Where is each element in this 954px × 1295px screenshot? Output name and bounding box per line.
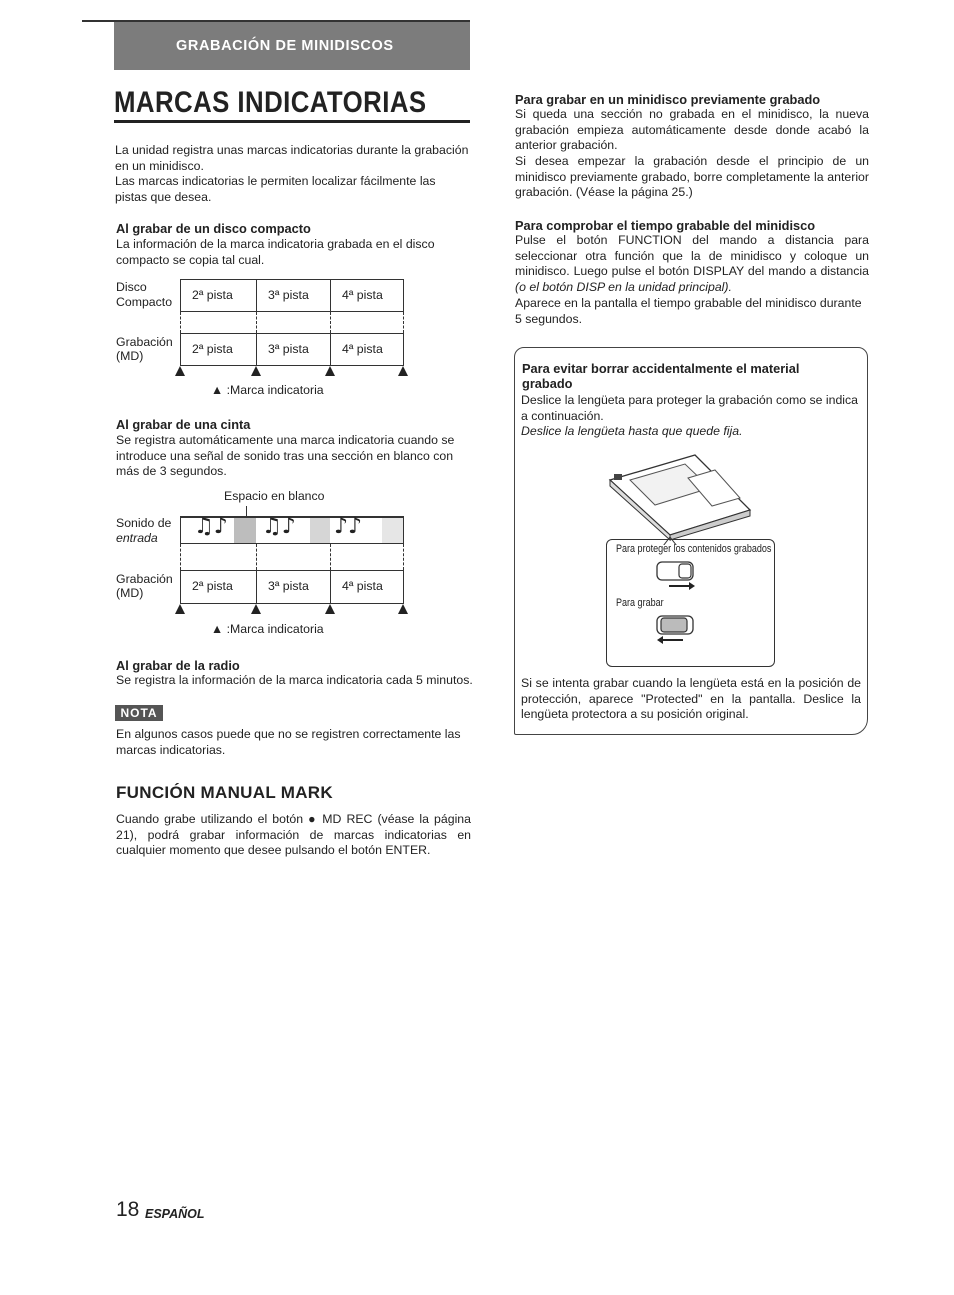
tape-md-cell-3: 3ª pista (256, 570, 331, 604)
cd-dash (403, 312, 404, 333)
protect-label: Para proteger los contenidos grabados (616, 543, 772, 555)
cd-dash (180, 312, 181, 333)
nota-text: En algunos casos puede que no se registren correctamente las marcas indicatorias. (116, 727, 461, 757)
tape-md-cell-4: 4ª pista (330, 570, 404, 604)
tape-row2-label: Grabación (MD) (116, 572, 173, 600)
music-notes: ♫♪ (194, 514, 228, 539)
mark-triangle (251, 366, 261, 376)
mark-triangle (325, 366, 335, 376)
intro-paragraph-1: La unidad registra unas marcas indicatorias durante la grabación en un minidisco. (115, 143, 469, 173)
tape-row1-label: Sonido de entrada (116, 516, 172, 545)
tape-legend: ▲ :Marca indicatoria (211, 622, 324, 636)
box-paragraph-2: Si se intenta grabar cuando la lengüeta está en la posición de protección, aparece "Protected" en la pantalla. Deslice la lengüeta protectora a su posición original. (521, 676, 861, 722)
protect-tab-icon (655, 560, 697, 594)
minidisc-illustration (600, 450, 760, 545)
tape-dash (180, 544, 181, 570)
footer-language: ESPAÑOL (145, 1207, 205, 1221)
music-notes: ♫♪ (262, 514, 296, 539)
tape-md-cell-2: 2ª pista (180, 570, 257, 604)
cd-md-cell-3: 3ª pista (256, 333, 331, 366)
blank-gap (310, 518, 330, 543)
tape-dash (403, 544, 404, 570)
cd-dash (256, 312, 257, 333)
cd-row2-label: Grabación (MD) (116, 335, 173, 363)
blank-gap (382, 518, 403, 543)
record-label: Para grabar (616, 597, 664, 609)
cd-md-cell-4: 4ª pista (330, 333, 404, 366)
tape-heading: Al grabar de una cinta (116, 417, 251, 432)
blank-space-label: Espacio en blanco (224, 489, 325, 503)
cd-heading: Al grabar de un disco compacto (116, 221, 311, 236)
page-number: 18 (116, 1198, 140, 1221)
radio-heading: Al grabar de la radio (116, 658, 240, 673)
nota-badge: NOTA (115, 705, 163, 721)
cd-md-cell-2: 2ª pista (180, 333, 257, 366)
s1-heading: Para grabar en un minidisco previamente grabado (515, 92, 821, 107)
mark-triangle (175, 604, 185, 614)
mark-triangle (398, 366, 408, 376)
manual-mark-heading: FUNCIÓN MANUAL MARK (116, 783, 333, 802)
blank-gap (234, 518, 256, 543)
cd-cell-4: 4ª pista (330, 279, 404, 312)
cd-dash (330, 312, 331, 333)
intro-paragraph-2: Las marcas indicatorias le permiten localizar fácilmente las pistas que desea. (115, 174, 436, 204)
tape-dash (330, 544, 331, 570)
page-title: MARCAS INDICATORIAS (114, 86, 427, 119)
box-paragraph-italic: Deslice la lengüeta hasta que quede fija. (521, 424, 743, 438)
music-notes: ♪♪ (334, 514, 363, 539)
cd-cell-2: 2ª pista (180, 279, 257, 312)
box-paragraph-1: Deslice la lengüeta para proteger la grabación como se indica a continuación. (521, 393, 858, 423)
cd-cell-3: 3ª pista (256, 279, 331, 312)
tape-text: Se registra automáticamente una marca indicatoria cuando se introduce una señal de sonido tras una sección en blanco con más de 3 segundos. (116, 433, 455, 479)
box-heading: Para evitar borrar accidentalmente el material grabado (522, 361, 800, 391)
s2-paragraph-2: Aparece en la pantalla el tiempo grabable del minidisco durante 5 segundos. (515, 296, 862, 326)
tape-dash (256, 544, 257, 570)
cd-row1-label: Disco Compacto (116, 280, 173, 309)
mark-triangle (251, 604, 261, 614)
section-banner: GRABACIÓN DE MINIDISCOS (114, 22, 470, 70)
cd-legend: ▲ :Marca indicatoria (211, 383, 324, 397)
s2-paragraph-1: Pulse el botón FUNCTION del mando a distancia para seleccionar otra función que la de minidisco y coloque un minidisco. Luego pulse el botón DISPLAY del mando a distancia (o el botón DISP en la unidad principal). (515, 233, 869, 294)
s1-paragraph-2: Si desea empezar la grabación desde el principio de un minidisco previamente grabado, borre completamente la anterior grabación. (Véase la página 25.) (515, 154, 869, 200)
mark-triangle (325, 604, 335, 614)
record-tab-icon (655, 614, 697, 648)
s1-paragraph-1: Si queda una sección no grabada en el minidisco, la nueva grabación empieza automáticamente desde donde acabó la anterior grabación. (515, 107, 869, 153)
mark-triangle (175, 366, 185, 376)
s2-heading: Para comprobar el tiempo grabable del minidisco (515, 218, 816, 233)
manual-mark-text: Cuando grabe utilizando el botón ● MD REC (véase la página 21), podrá grabar información de marcas indicatorias en cualquier momento que desee pulsando el botón ENTER. (116, 812, 471, 858)
radio-text: Se registra la información de la marca indicatoria cada 5 minutos. (116, 673, 473, 687)
mark-triangle (398, 604, 408, 614)
cd-text: La información de la marca indicatoria grabada en el disco compacto se copia tal cual. (116, 237, 435, 267)
title-rule (114, 120, 470, 123)
